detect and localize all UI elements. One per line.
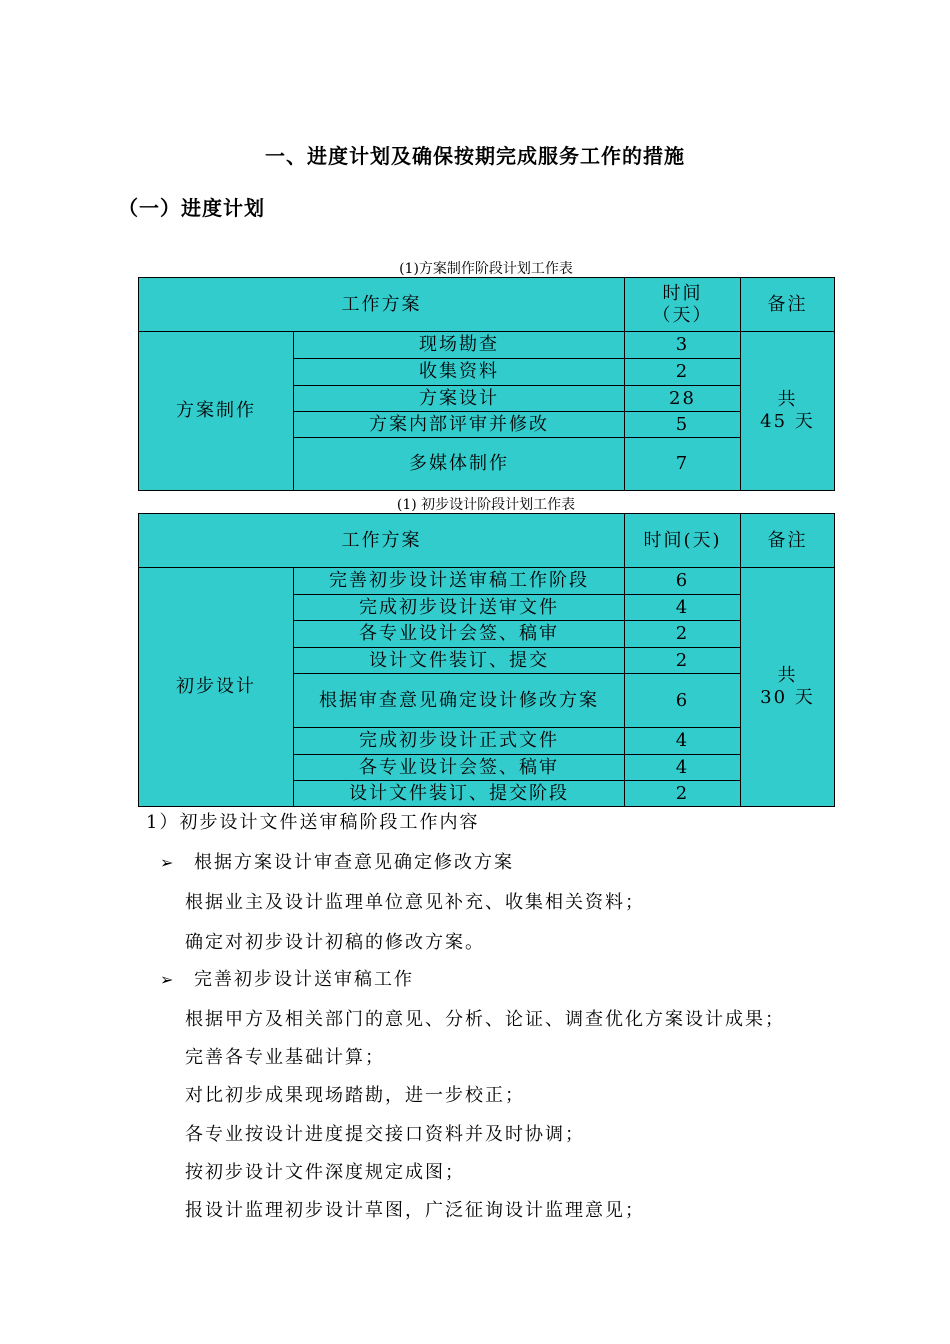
table2-header-plan: 工作方案 <box>139 514 625 568</box>
table2-header-note: 备注 <box>741 514 835 568</box>
paragraph-line: 对比初步成果现场踏勘，进一步校正； <box>185 1085 525 1106</box>
paragraph-line: 按初步设计文件深度规定成图； <box>185 1162 465 1183</box>
page-title: 一、进度计划及确保按期完成服务工作的措施 <box>265 144 685 168</box>
paragraph-line: 完善各专业基础计算； <box>185 1047 385 1068</box>
table1-header-time: 时间 （天） <box>625 278 741 332</box>
arrow-bullet-icon: ➢ <box>160 970 176 989</box>
table2-total: 共 30 天 <box>741 568 835 807</box>
table1-total: 共 45 天 <box>741 332 835 491</box>
table-cell-task: 现场勘查 <box>294 332 625 359</box>
table-cell-days: 6 <box>625 568 741 595</box>
paragraph-line: 报设计监理初步设计草图，广泛征询设计监理意见； <box>185 1200 645 1221</box>
table-cell-task: 设计文件装订、提交阶段 <box>294 781 625 807</box>
table-cell-days: 4 <box>625 595 741 621</box>
bullet-1-title: 根据方案设计审查意见确定修改方案 <box>194 852 514 873</box>
table-cell-task: 完成初步设计正式文件 <box>294 728 625 755</box>
table-cell-days: 5 <box>625 412 741 438</box>
table-cell-days: 2 <box>625 359 741 386</box>
paragraph-line: 根据业主及设计监理单位意见补充、收集相关资料； <box>185 892 645 913</box>
arrow-bullet-icon: ➢ <box>160 853 176 872</box>
table-cell-task: 各专业设计会签、稿审 <box>294 621 625 648</box>
table-cell-task: 设计文件装订、提交 <box>294 648 625 674</box>
table1-header-note: 备注 <box>741 278 835 332</box>
table-cell-days: 7 <box>625 438 741 491</box>
table2-group: 初步设计 <box>139 568 294 807</box>
table-cell-task: 收集资料 <box>294 359 625 386</box>
table-cell-task: 多媒体制作 <box>294 438 625 491</box>
bullet-2 <box>160 965 414 991</box>
table-cell-days: 2 <box>625 621 741 648</box>
paragraph-line: 确定对初步设计初稿的修改方案。 <box>185 932 485 953</box>
table-cell-days: 2 <box>625 648 741 674</box>
table-cell-task: 完善初步设计送审稿工作阶段 <box>294 568 625 595</box>
table1-header-plan: 工作方案 <box>139 278 625 332</box>
table2 <box>138 513 835 807</box>
section-heading: （一）进度计划 <box>118 196 265 220</box>
section-1-title: 1）初步设计文件送审稿阶段工作内容 <box>146 812 480 833</box>
table2-caption: (1) 初步设计阶段计划工作表 <box>396 497 576 513</box>
table-cell-task: 方案内部评审并修改 <box>294 412 625 438</box>
bullet-2-title: 完善初步设计送审稿工作 <box>194 969 414 990</box>
table1 <box>138 277 835 491</box>
table1-caption: (1)方案制作阶段计划工作表 <box>399 261 573 277</box>
table-cell-days: 28 <box>625 386 741 412</box>
paragraph-line: 根据甲方及相关部门的意见、分析、论证、调查优化方案设计成果； <box>185 1009 785 1030</box>
table-cell-task: 根据审查意见确定设计修改方案 <box>294 674 625 728</box>
table1-group: 方案制作 <box>139 332 294 491</box>
table-cell-days: 6 <box>625 674 741 728</box>
table-cell-task: 完成初步设计送审文件 <box>294 595 625 621</box>
table-cell-days: 2 <box>625 781 741 807</box>
table-cell-days: 4 <box>625 728 741 755</box>
table2-header-time: 时间(天) <box>625 514 741 568</box>
table-cell-days: 4 <box>625 755 741 781</box>
bullet-1 <box>160 848 514 874</box>
paragraph-line: 各专业按设计进度提交接口资料并及时协调； <box>185 1124 585 1145</box>
table-cell-days: 3 <box>625 332 741 359</box>
table-cell-task: 各专业设计会签、稿审 <box>294 755 625 781</box>
table-cell-task: 方案设计 <box>294 386 625 412</box>
